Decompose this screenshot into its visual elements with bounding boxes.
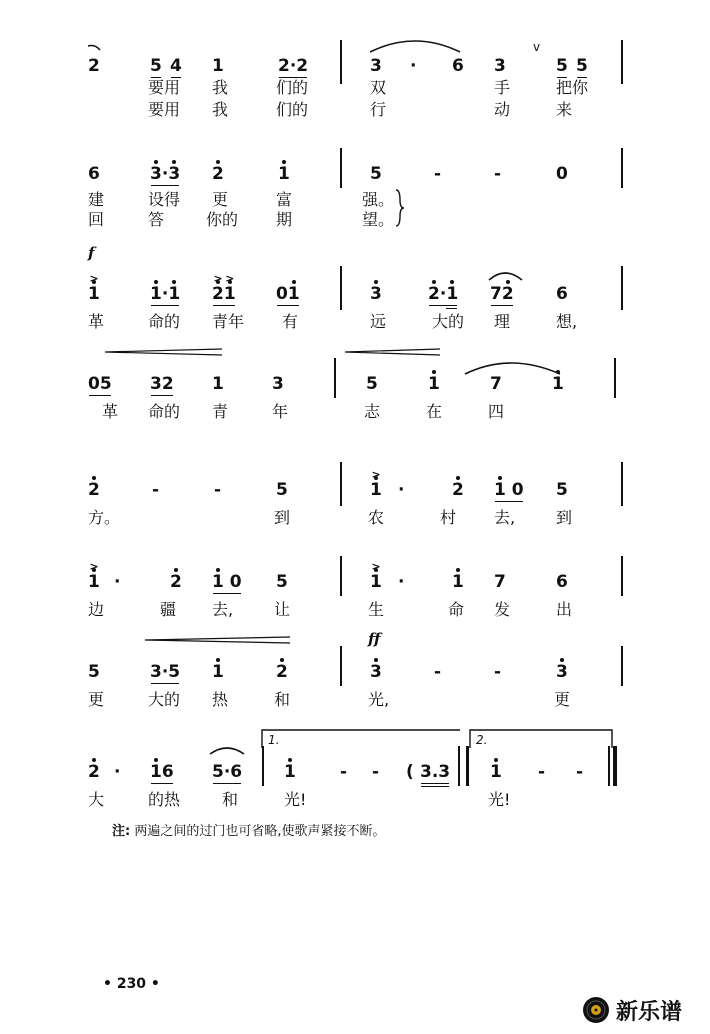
lyric: 出 [556,600,573,619]
lyric: 方。 [88,508,121,527]
lyric: 命 [448,600,465,619]
note: 5 [556,56,568,76]
note: 3 [494,56,506,76]
note: 05 [88,374,112,394]
note: 2·2 [278,56,309,76]
note: 5 [276,480,288,500]
bar-line [340,40,342,84]
decrescendo-hairpin [345,349,440,355]
note: 3.3 [420,764,450,781]
lyric: 光! [284,790,307,809]
note: 3 [556,664,568,681]
dash: - [152,480,160,500]
note: 5 [276,572,288,592]
lyric: 发 [494,600,511,619]
bar-line [621,148,623,188]
bar-line [340,556,342,596]
note: 1 6 [150,764,174,781]
slur [210,748,244,754]
lyric-verse2: 望。 [362,210,395,229]
watermark-logo [582,995,682,1025]
note: 2 [452,482,464,499]
note: 1 0 [212,574,242,591]
note: 1 [452,574,464,591]
note: 2 > 1 > [212,272,236,304]
volta-2-label: 2. [476,733,488,747]
volta-1-label: 1. [268,733,280,747]
lyric: 更 [212,190,229,209]
lyric: 命的 [148,402,181,421]
lyric: 双 [370,78,387,97]
note: 2 [88,764,100,781]
lyric: 命的 [148,312,181,331]
lyric: 热 [212,690,229,709]
note: 5 [150,56,162,76]
note: 1 > [88,560,100,592]
lyric-verse2: 动 [494,100,511,119]
dot: · [114,572,121,592]
lyric: 疆 [160,600,177,619]
note: 6 [556,284,568,304]
dash: - [340,762,348,782]
breath-mark: v [533,40,541,54]
footnote-text: 两遍之间的过门也可省略,使歌声紧接不断。 [134,824,386,839]
lyric: 青年 [212,312,245,331]
note: 2 [88,482,100,499]
lyric-verse2: 们的 [276,100,309,119]
note: 1 [552,376,564,393]
lyric: 把你 [556,78,589,97]
bar-line [621,646,623,686]
lyric: 想, [556,312,578,331]
lyric: 去, [494,508,516,527]
note: 1 [212,56,224,76]
note: 5 [88,662,100,682]
note: 01 [276,286,300,303]
bar-line [340,266,342,310]
lyric: 要用 [148,78,181,97]
lyric: 到 [556,508,573,527]
open-paren: ( [406,762,414,782]
lyric: 到 [274,508,291,527]
bar-line [621,556,623,596]
bar-line [621,40,623,84]
lyric: 生 [368,600,385,619]
dash: - [538,762,546,782]
dynamic-ff: ff [368,630,381,648]
lyric: 去, [212,600,234,619]
lyric: 更 [88,690,105,709]
lyric: 远 [370,312,387,331]
note: 6 [452,56,464,76]
note: 6 [88,164,100,184]
note: 1 0 [494,482,524,499]
lyric-verse2: 回 [88,210,105,229]
lyric-verse2: 来 [556,100,573,119]
lyric: 大的 [148,690,181,709]
note: 6 [556,572,568,592]
note: 1 > [370,560,382,592]
dash: - [494,662,502,682]
lyric: 手 [494,78,511,97]
lyric-verse2: 你的 [206,210,239,229]
lyric: 青 [212,402,229,421]
dash: - [434,164,442,184]
footnote [112,820,385,839]
slur [489,273,522,280]
bar-line [614,358,616,398]
lyric: 有 [282,312,299,331]
note: 5 [576,56,588,76]
slur [88,46,100,51]
dash: - [494,164,502,184]
note: 2 ·1 [428,286,458,303]
dash: - [576,762,584,782]
dot: · [398,480,405,500]
note: 2 [170,574,182,591]
lyric: 在 [426,402,443,421]
lyric: 农 [368,508,385,527]
note: 2 [276,664,288,681]
lyric: 设得 [148,190,181,209]
note: 7 [490,374,502,394]
watermark-text: 新乐谱 [616,999,683,1025]
dot: · [114,762,121,782]
bar-line [458,746,460,786]
crescendo-hairpin [145,637,290,643]
bar-line [621,462,623,506]
volta-bracket-2 [470,730,612,748]
rest: 0 [556,164,568,184]
lyric: 革 [88,312,105,331]
vinyl-record-icon [582,996,610,1024]
lyric: 年 [272,402,289,421]
slur [370,41,460,52]
lyric: 和 [222,790,239,809]
dot: · [410,56,417,76]
lyric: 四 [488,402,505,421]
bar-line [340,646,342,686]
page-number: • 230 • [103,976,160,992]
final-bar-thin [608,746,610,786]
footnote-label: 注: [112,824,131,839]
lyric-verse2: 行 [370,100,387,119]
note: 7 [494,572,506,592]
bar-line [340,148,342,188]
lyric: 和 [274,690,291,709]
note: 1 [490,764,502,781]
lyric: 志 [364,402,381,421]
volta-bracket-1 [262,730,460,748]
lyric-brace [396,190,404,226]
repeat-bar [466,746,469,786]
note: 1 [212,664,224,681]
dash: - [434,662,442,682]
lyric-verse2: 期 [276,210,293,229]
note: 4 [170,56,182,76]
lyric: 更 [554,690,571,709]
dynamic-f: f [88,244,95,262]
note: 1 ·1 [150,286,180,303]
note: 1 > [370,468,382,500]
final-bar-thick [613,746,617,786]
lyric: 让 [274,600,291,619]
note: 5 [556,480,568,500]
note: 1 [284,764,296,781]
lyric: 强。 [362,190,395,209]
bar-line [340,462,342,506]
bar-line [621,266,623,310]
slur [465,363,560,374]
lyric: 革 [102,402,119,421]
lyric: 村 [440,508,457,527]
note: 3 [370,664,382,681]
lyric: 富 [276,190,293,209]
note: 1 [428,376,440,393]
crescendo-hairpin [105,349,222,355]
note: 5·6 [212,762,243,782]
dash: - [214,480,222,500]
lyric: 理 [494,312,511,331]
lyric: 建 [88,190,105,209]
note: 1 [278,166,290,183]
lyric-verse2: 我 [212,100,229,119]
lyric: 我 [212,78,229,97]
lyric: 们的 [276,78,309,97]
lyric: 大的 [432,312,465,331]
bar-line [334,358,336,398]
lyric: 边 [88,600,105,619]
note: 3 [272,374,284,394]
lyric-verse2: 答 [148,210,165,229]
note: 5 [366,374,378,394]
note: 3·5 [150,662,181,682]
note: 72 [490,286,514,303]
lyric: 大 [88,790,105,809]
dot: · [398,572,405,592]
note: 3 ·3 [150,166,180,183]
lyric: 的热 [148,790,181,809]
bar-line [262,746,264,786]
note: 1 > [88,272,100,304]
note: 3 [370,286,382,303]
note: 32 [150,374,174,394]
note: 5 [370,164,382,184]
note: 2 [88,56,100,76]
note: 2 [212,166,224,183]
note: 3 [370,56,382,76]
note: 1 [212,374,224,394]
lyric: 光! [488,790,511,809]
lyric: 光, [368,690,390,709]
lyric-verse2: 要用 [148,100,181,119]
dash: - [372,762,380,782]
